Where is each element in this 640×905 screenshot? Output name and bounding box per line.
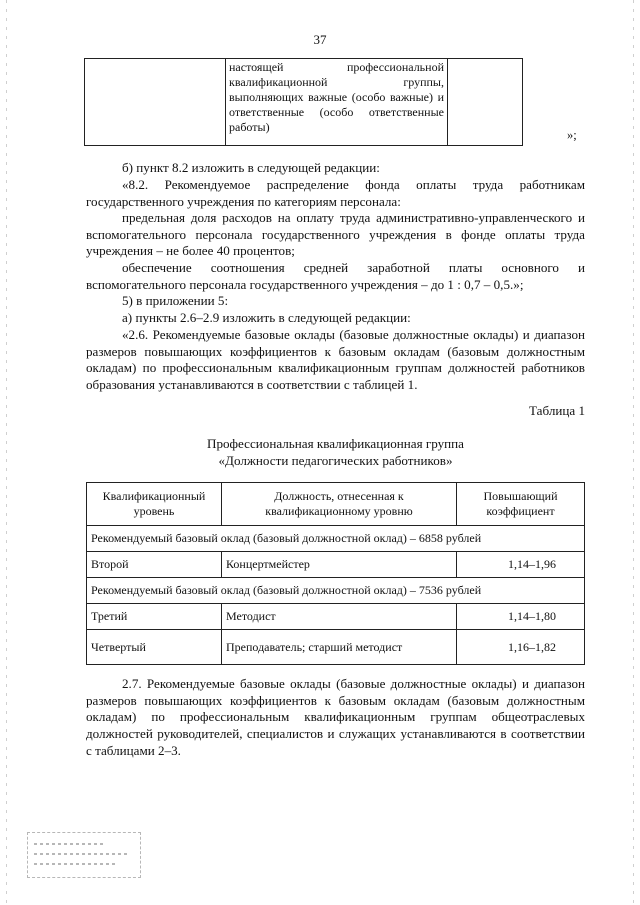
paragraph-2-7: 2.7. Рекомендуемые базовые оклады (базовые должностные оклады) и диапазон размеров повышающих коэффициентов к базовым окладам (базовым должностным окладам) по профессиональным квалификационным группам общеотраслевых должностей руководителей, специалистов и служащих устанавливаются в соответствии с таблицами 2–3.: [86, 676, 585, 758]
continuation-table: [84, 58, 523, 146]
scan-edge-right: [633, 0, 634, 905]
continuation-empty-cell: [448, 59, 523, 146]
header-position: Должность, отнесенная к квалификационному уровню: [222, 483, 457, 526]
paragraph-2-6: «2.6. Рекомендуемые базовые оклады (базовые должностные оклады) и диапазон размеров повышающих коэффициентов к базовым окладам (базовым должностным окладам) по профессиональным квалификационным группам должностей работников образования устанавливаются в соответствии с таблицей 1.: [86, 327, 585, 393]
salary-row-1: Рекомендуемый базовый оклад (базовый должностной оклад) – 6858 рублей: [87, 526, 585, 552]
coefficient-cell: 1,14–1,80: [457, 604, 585, 630]
table-label: Таблица 1: [529, 403, 585, 418]
position-cell: Методист: [222, 604, 457, 630]
table-row: [87, 578, 585, 604]
paragraph-admin-share: предельная доля расходов на оплату труда административно-управленческого и вспомогательного персонала государственного учреждения в фонде оплаты труда учреждения – не более 40 процентов;: [86, 210, 585, 259]
paragraph-8-2: «8.2. Рекомендуемое распределение фонда оплаты труда работникам государственного учреждения по категориям персонала:: [86, 177, 585, 209]
paragraph-item-b: б) пункт 8.2 изложить в следующей редакции:: [122, 160, 380, 175]
level-cell: Второй: [87, 552, 222, 578]
table-title: [86, 435, 585, 469]
table-title-line-2: «Должности педагогических работников»: [218, 453, 453, 468]
table-row: [87, 526, 585, 552]
coefficient-cell: 1,16–1,82: [457, 630, 585, 665]
header-coefficient: Повышающий коэффициент: [457, 483, 585, 526]
level-cell: Третий: [87, 604, 222, 630]
faint-stamp: [27, 832, 141, 878]
scan-edge-left: [6, 0, 7, 905]
paragraph-appendix-5: 5) в приложении 5:: [122, 293, 229, 308]
position-cell: Концертмейстер: [222, 552, 457, 578]
table-row: [87, 604, 585, 630]
level-cell: Четвертый: [87, 630, 222, 665]
table-title-line-1: Профессиональная квалификационная группа: [206, 436, 464, 451]
position-cell: Преподаватель; старший методист: [222, 630, 457, 665]
header-level: Квалификационный уровень: [87, 483, 222, 526]
continuation-empty-cell: [85, 59, 226, 146]
table-row: [87, 552, 585, 578]
continuation-closing-quote: »;: [567, 128, 577, 142]
paragraph-salary-ratio: обеспечение соотношения средней заработной платы основного и вспомогательного персонала государственного учреждения – до 1 : 0,7 – 0,5.»;: [86, 260, 585, 292]
table-row: [87, 630, 585, 665]
coefficient-cell: 1,14–1,96: [457, 552, 585, 578]
salary-table: [86, 482, 585, 665]
continuation-text-cell: настоящей профессиональной квалификационной группы, выполняющих важные (особо важные) и ответственные (особо ответственные работы): [226, 59, 448, 146]
paragraph-items-2-6-2-9: а) пункты 2.6–2.9 изложить в следующей редакции:: [122, 310, 411, 325]
page-number: 37: [313, 32, 327, 47]
salary-row-2: Рекомендуемый базовый оклад (базовый должностной оклад) – 7536 рублей: [87, 578, 585, 604]
table-header-row: [87, 483, 585, 526]
